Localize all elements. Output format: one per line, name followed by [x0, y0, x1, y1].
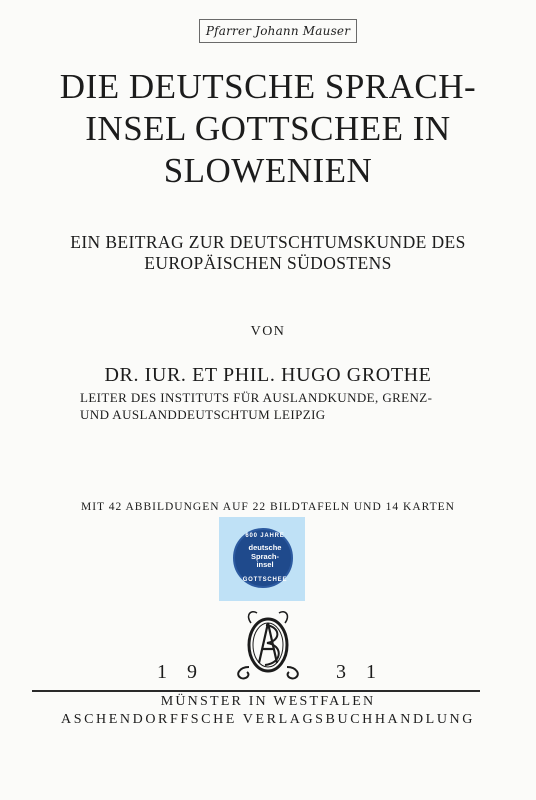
seal-ring-bottom: GOTTSCHEE: [242, 577, 288, 583]
year-left: 19: [157, 661, 217, 683]
year-right: 31: [336, 661, 396, 683]
title-line: DIE DEUTSCHE SPRACH-: [59, 67, 477, 106]
divider-rule: [32, 690, 480, 692]
seal-center-text: [235, 544, 295, 570]
anniversary-seal: [219, 517, 305, 601]
seal-line: Sprach-: [251, 551, 279, 561]
author-role: [80, 390, 500, 423]
title-line: INSEL GOTTSCHEE IN: [85, 109, 451, 148]
seal-line: insel: [256, 560, 274, 569]
book-subtitle: [0, 232, 536, 274]
seal-ring-top: 600 JAHRE: [245, 533, 285, 539]
publication-place: MÜNSTER IN WESTFALEN: [160, 694, 376, 709]
author-role-line: LEITER DES INSTITUTS FÜR AUSLANDKUNDE, GRENZ-: [80, 390, 433, 405]
author-role-line: UND AUSLANDDEUTSCHTUM LEIPZIG: [80, 406, 326, 422]
author-name: DR. IUR. ET PHIL. HUGO GROTHE: [104, 364, 432, 386]
seal-line: deutsche: [248, 543, 282, 552]
seal-disc: [233, 528, 293, 588]
subtitle-line: EIN BEITRAG ZUR DEUTSCHTUMSKUNDE DES: [70, 232, 466, 252]
illustrations-note: MIT 42 ABBILDUNGEN AUF 22 BILDTAFELN UND 14 KARTEN: [80, 501, 455, 513]
publisher-name: ASCHENDORFFSCHE VERLAGSBUCHHANDLUNG: [61, 712, 475, 727]
publisher-monogram-icon: [231, 605, 305, 683]
book-title: [0, 66, 536, 192]
title-line: SLOWENIEN: [163, 151, 373, 190]
by-label: VON: [250, 324, 286, 339]
subtitle-line: EUROPÄISCHEN SÜDOSTENS: [144, 253, 392, 273]
owner-stamp: Pfarrer Johann Mauser: [199, 19, 357, 43]
